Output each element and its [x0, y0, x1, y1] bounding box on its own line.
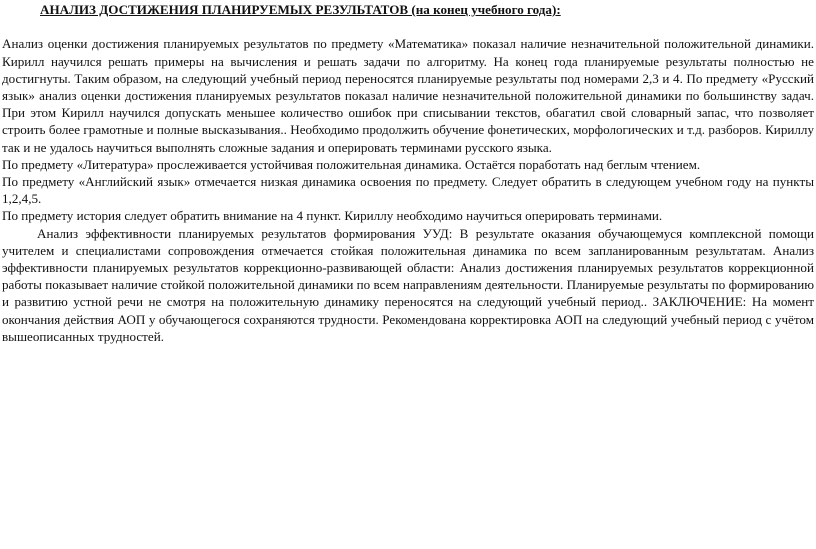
paragraph-english: По предмету «Английский язык» отмечается низкая динамика освоения по предмету. Следует обратить в следующем учебном году на пункты 1,2,4,5.	[2, 174, 814, 207]
paragraph-math-russian: Анализ оценки достижения планируемых результатов по предмету «Математика» показал наличие незначительной положительной динамики. Кирилл научился решать примеры на вычисления и решать задачи по алгоритму. На конец года планируемые результаты полностью не достигнуты. Таким образом, на следующий учебный период переносятся планируемые результаты под номерами 2,3 и 4. По предмету «Русский язык» анализ оценки достижения планируемых результатов показал наличие незначительной положительной динамики по большинству задач. При этом Кирилл научился допускать меньшее количество ошибок при списывании текстов, обагатил свой словарный запас, что позволяет строить более грамотные и полные высказывания.. Необходимо продолжить обучение фонетических, морфологических и т.д. разборов. Кириллу так и не удалось научиться выполнять сложные задания и оперировать терминами русского языка.	[2, 36, 814, 155]
document-title: АНАЛИЗ ДОСТИЖЕНИЯ ПЛАНИРУЕМЫХ РЕЗУЛЬТАТОВ (на конец учебного года):	[40, 2, 561, 17]
paragraph-literature: По предмету «Литература» прослеживается устойчивая положительная динамика. Остаётся поработать над беглым чтением.	[2, 156, 701, 172]
document-page	[2, 1, 814, 345]
blank-line	[2, 18, 814, 35]
paragraph-uud-conclusion: Анализ эффективности планируемых результатов формирования УУД: В результате оказания обучающемуся комплексной помощи учителем и специалистами сопровождения отмечается стойкая положительная динамика по всем запланированным результатам. Анализ эффективности планируемых результатов коррекционно-развивающей области: Анализ достижения планируемых результатов коррекционной работы показывает наличие стойкой положительной динамики по всем направлениям деятельности. Планируемые результаты по формированию и развитию устной речи не смотря на положительную динамику переносятся на следующий учебный период.. ЗАКЛЮЧЕНИЕ: На момент окончания действия АОП у обучающегося сохраняются трудности. Рекомендована корректировка АОП на следующий учебный период с учётом вышеописанных трудностей.	[2, 225, 814, 344]
paragraph-history: По предмету история следует обратить внимание на 4 пункт. Кириллу необходимо научиться оперировать терминами.	[2, 208, 663, 224]
